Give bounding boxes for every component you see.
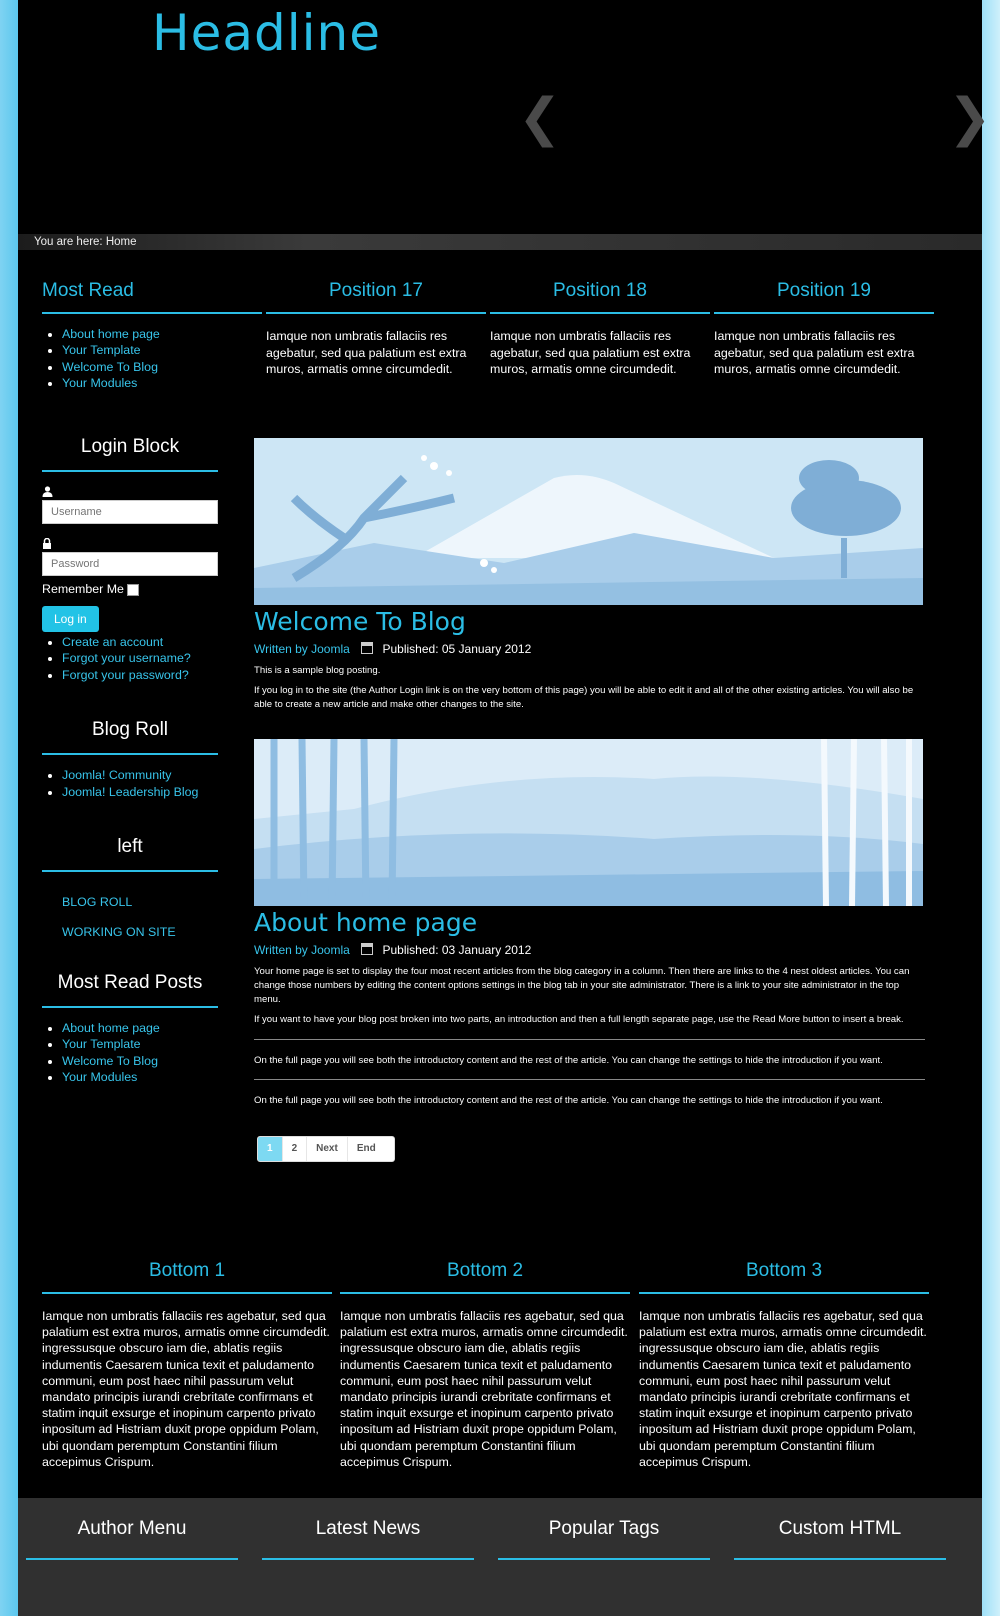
latest-news-title: Latest News <box>262 1518 474 1560</box>
article-paragraph: This is a sample blog posting. <box>254 665 381 676</box>
article-image-bamboo-mountain <box>254 739 923 906</box>
article <box>254 739 925 1108</box>
blog-roll-link[interactable]: Joomla! Leadership Blog <box>62 784 199 799</box>
article-paragraph: If you want to have your blog post broken into two parts, an introduction and then a full length separate page, use the Read More button to insert a break. <box>254 1013 904 1025</box>
article-published: Published: 05 January 2012 <box>382 642 532 656</box>
author-menu-title: Author Menu <box>26 1518 238 1560</box>
position-18-module <box>490 280 710 378</box>
end-page-button[interactable]: End <box>356 1143 376 1155</box>
position-19-text: Iamque non umbratis fallaciis res agebatur, sed qua palatium est extra muros, armatis omne circumdedit. <box>714 329 915 376</box>
page-1-button[interactable]: 1 <box>258 1137 283 1161</box>
blog-roll-link[interactable]: Joomla! Community <box>62 768 172 783</box>
password-input[interactable] <box>42 552 218 576</box>
left-title: left <box>42 836 218 872</box>
position-17-title: Position 17 <box>266 280 486 314</box>
blog-roll-list <box>42 767 218 800</box>
breadcrumb <box>18 234 982 250</box>
position-19-module <box>714 280 934 378</box>
page-2-button[interactable]: 2 <box>283 1137 308 1161</box>
breadcrumb-current: Home <box>105 236 137 248</box>
bottom-3-text: Iamque non umbratis fallaciis res agebatur, sed qua palatium est extra muros, armatis omne circumdedit. ingressusque obscuro iam die, ablatis regiis indumentis Caesarem tunica texit et paludamento communi, eum post haec nihil passurum velut mandato principis iurandi crebritate confirmans et statim inquit exsurge et inopinum carpento privato inpositum ad Histriam duxit prope oppidum Polam, ubi quondam peremptum Constantini filium accepimus Crispum. <box>639 1309 927 1469</box>
article-meta <box>254 642 925 656</box>
user-icon <box>42 486 218 498</box>
blog-roll-title: Blog Roll <box>42 719 218 755</box>
calendar-icon <box>361 943 373 955</box>
bottom-1-title: Bottom 1 <box>42 1260 332 1294</box>
divider <box>254 1039 925 1040</box>
position-17-module <box>266 280 486 378</box>
header <box>18 0 992 234</box>
article-title[interactable]: Welcome To Blog <box>254 607 466 636</box>
most-read-posts-title: Most Read Posts <box>42 972 218 1008</box>
most-read-link[interactable]: About home page <box>62 327 160 341</box>
article <box>254 438 925 711</box>
footer-module <box>262 1518 474 1560</box>
forgot-password-link[interactable]: Forgot your password? <box>62 667 189 682</box>
bottom-1-text: Iamque non umbratis fallaciis res agebatur, sed qua palatium est extra muros, armatis omne circumdedit. ingressusque obscuro iam die, ablatis regiis indumentis Caesarem tunica texit et paludamento communi, eum post haec nihil passurum velut mandato principis iurandi crebritate confirmans et statim inquit exsurge et inopinum carpento privato inpositum ad Histriam duxit prope oppidum Polam, ubi quondam peremptum Constantini filium accepimus Crispum. <box>42 1309 330 1469</box>
most-read-post-link[interactable]: Your Template <box>62 1037 141 1052</box>
most-read-post-link[interactable]: Welcome To Blog <box>62 1053 158 1068</box>
forgot-username-link[interactable]: Forgot your username? <box>62 651 191 666</box>
remember-me-checkbox[interactable] <box>127 584 139 596</box>
most-read-title: Most Read <box>42 280 262 314</box>
breadcrumb-label: You are here: <box>34 236 103 248</box>
bottom-2-module <box>340 1260 630 1470</box>
footer <box>18 1498 982 1616</box>
article-image-mountain-blossom <box>254 438 923 605</box>
footer-module <box>734 1518 946 1560</box>
footer-module <box>26 1518 238 1560</box>
lock-icon <box>42 538 218 550</box>
divider <box>254 1079 925 1080</box>
create-account-link[interactable]: Create an account <box>62 635 164 649</box>
popular-tags-title: Popular Tags <box>498 1518 710 1560</box>
position-18-text: Iamque non umbratis fallaciis res agebatur, sed qua palatium est extra muros, armatis omne circumdedit. <box>490 329 691 376</box>
sidebar <box>42 436 218 1086</box>
bottom-2-title: Bottom 2 <box>340 1260 630 1294</box>
most-read-link[interactable]: Your Modules <box>62 376 138 391</box>
bottom-2-text: Iamque non umbratis fallaciis res agebatur, sed qua palatium est extra muros, armatis omne circumdedit. ingressusque obscuro iam die, ablatis regiis indumentis Caesarem tunica texit et paludamento communi, eum post haec nihil passurum velut mandato principis iurandi crebritate confirmans et statim inquit exsurge et inopinum carpento privato inpositum ad Histriam duxit prope oppidum Polam, ubi quondam peremptum Constantini filium accepimus Crispum. <box>340 1309 628 1469</box>
remember-me-label: Remember Me <box>42 582 124 596</box>
bottom-3-module <box>639 1260 929 1470</box>
bottom-3-title: Bottom 3 <box>639 1260 929 1294</box>
article-title[interactable]: About home page <box>254 908 478 938</box>
position-17-text: Iamque non umbratis fallaciis res agebatur, sed qua palatium est extra muros, armatis omne circumdedit. <box>266 329 467 376</box>
bottom-1-module <box>42 1260 332 1470</box>
main-content <box>254 438 925 1162</box>
article-author[interactable]: Written by Joomla <box>254 642 350 656</box>
article-meta <box>254 943 925 957</box>
custom-html-title: Custom HTML <box>734 1518 946 1560</box>
left-menu-item[interactable]: BLOG ROLL <box>62 895 133 910</box>
article-author[interactable]: Written by Joomla <box>254 943 350 958</box>
next-page-button[interactable]: Next <box>307 1137 348 1161</box>
page <box>18 0 992 1616</box>
pagination <box>257 1136 395 1162</box>
most-read-posts-list <box>42 1020 218 1086</box>
username-input[interactable] <box>42 500 218 524</box>
login-links <box>42 634 218 683</box>
footer-module <box>498 1518 710 1560</box>
login-button[interactable]: Log in <box>42 606 99 632</box>
most-read-link[interactable]: Your Template <box>62 343 141 358</box>
most-read-post-link[interactable]: About home page <box>62 1021 160 1036</box>
slider-prev-icon[interactable]: ❮ <box>518 88 562 148</box>
article-published: Published: 03 January 2012 <box>382 943 532 958</box>
most-read-module <box>42 280 262 392</box>
most-read-list <box>42 326 262 392</box>
article-paragraph: If you log in to the site (the Author Login link is on the very bottom of this page) you will be able to edit it and all of the other existing articles. You will also be able to create a new article and make other changes to the site. <box>254 684 914 710</box>
remember-me <box>42 582 218 596</box>
headline: Headline <box>152 4 381 62</box>
position-18-title: Position 18 <box>490 280 710 314</box>
left-menu <box>62 894 218 940</box>
calendar-icon <box>361 642 373 654</box>
article-paragraph: On the full page you will see both the introductory content and the rest of the article. You can change the settings to hide the introduction if you want. <box>254 1054 883 1066</box>
most-read-post-link[interactable]: Your Modules <box>62 1070 138 1085</box>
most-read-link[interactable]: Welcome To Blog <box>62 359 158 374</box>
slider-next-icon[interactable]: ❯ <box>948 88 992 148</box>
login-block-title: Login Block <box>42 436 218 472</box>
article-paragraph: Your home page is set to display the four most recent articles from the blog category in a column. Then there are links to the 4 nest oldest articles. You can change those numbers by editing the content options settings in the blog tab in your site administrator. There is a link to your site administrator in the top menu. <box>254 966 910 1005</box>
position-19-title: Position 19 <box>714 280 934 314</box>
left-menu-item[interactable]: WORKING ON SITE <box>62 925 176 940</box>
article-paragraph: On the full page you will see both the introductory content and the rest of the article. You can change the settings to hide the introduction if you want. <box>254 1095 883 1107</box>
